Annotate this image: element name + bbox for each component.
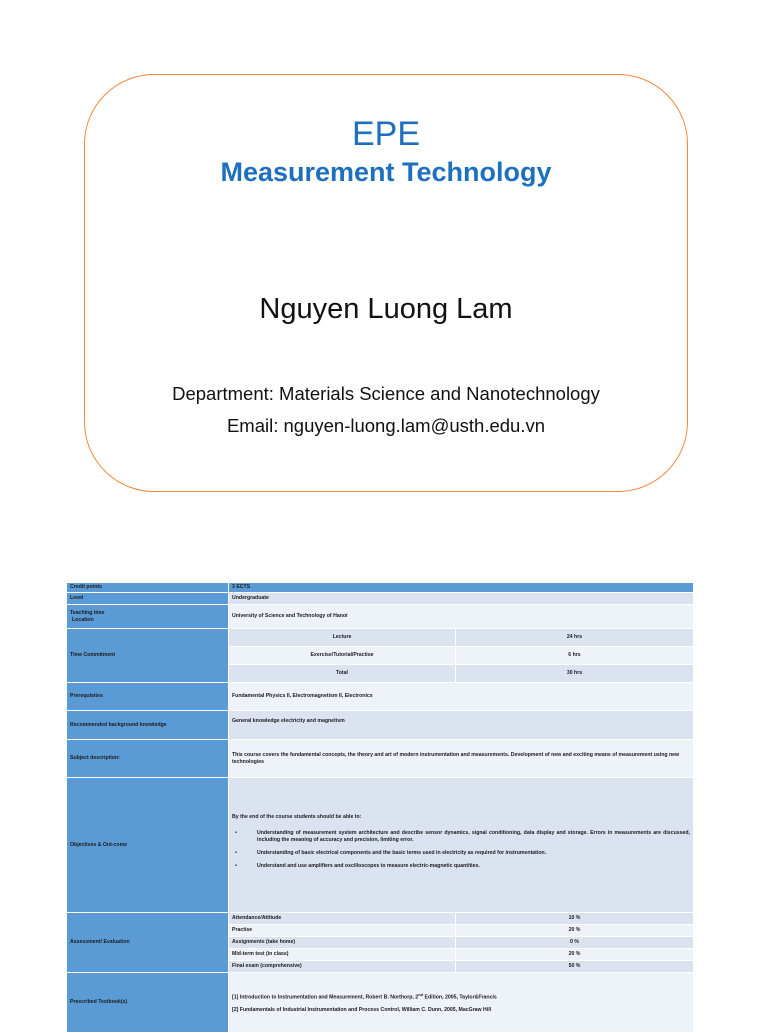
- textbook-text-end: Edition, 2005, Taylor&Francis: [423, 994, 497, 1001]
- objectives-label: Objectives & Out-come: [67, 778, 229, 913]
- assessment-weight: 10 %: [456, 913, 694, 925]
- assessment-weight: 20 %: [456, 949, 694, 961]
- table-row: [67, 629, 694, 647]
- background-value: General knowledge electricity and magnetism: [229, 711, 694, 740]
- prerequisites-value: Fundamental Physics II, Electromagnetism II, Electronics: [229, 683, 694, 711]
- time-row-name: Lecture: [229, 629, 456, 647]
- textbook-text: [1] Introduction to Instrumentation and Measurement, Robert B. Northorp, 2: [232, 994, 419, 1001]
- time-row-hours: 6 hrs: [456, 647, 694, 665]
- objective-text: Understand and use amplifiers and oscilloscopes to measure electric-magnetic quantities.: [257, 863, 480, 869]
- course-title: Measurement Technology: [220, 157, 552, 187]
- description-label: Subject description:: [67, 740, 229, 778]
- time-row-hours: 24 hrs: [456, 629, 694, 647]
- textbook-text: [2] Fundamentals of Industrial Instrumentation and Process Control, William C. Dunn, 2005, MacGraw Hill: [232, 1007, 492, 1014]
- table-row: [67, 913, 694, 925]
- table-row: [67, 778, 694, 913]
- list-item: [232, 850, 690, 857]
- bullet-icon: •: [235, 830, 237, 836]
- credit-points-label: Credit points: [67, 583, 229, 593]
- credit-points-value: 3 ECTS: [229, 583, 694, 593]
- assessment-item: Attendance/Attitude: [229, 913, 456, 925]
- bullet-icon: •: [235, 850, 237, 856]
- time-row-name: Exercise/Tutorial/Practise: [229, 647, 456, 665]
- assessment-item: Practise: [229, 925, 456, 937]
- assessment-item: Mid-term test (in class): [229, 949, 456, 961]
- table-row: [67, 740, 694, 778]
- assessment-weight: 50 %: [456, 961, 694, 973]
- assessment-label: Assessment/ Evaluation: [67, 913, 229, 973]
- objective-text: Understanding of basic electrical components and the basic terms used in electricity as required for instrumentation.: [257, 850, 547, 856]
- lecturer-name: Nguyen Luong Lam: [259, 293, 513, 325]
- location-value: University of Science and Technology of Hanoi: [229, 605, 694, 629]
- list-item: [232, 830, 690, 844]
- bullet-icon: •: [235, 863, 237, 869]
- teaching-time-label: Teaching time: [70, 609, 105, 616]
- table-row: [67, 683, 694, 711]
- table-row: [67, 593, 694, 605]
- table-row: [67, 711, 694, 740]
- textbooks-label: Prescribed Textbook(s): [67, 973, 229, 1033]
- background-label: Recommended background knowledge: [67, 711, 229, 740]
- time-row-name: Total: [229, 665, 456, 683]
- prerequisites-label: Prerequisites: [67, 683, 229, 711]
- objectives-value: [229, 778, 694, 913]
- assessment-item: Assignments (take home): [229, 937, 456, 949]
- course-code: EPE: [351, 115, 421, 153]
- assessment-weight: 0 %: [456, 937, 694, 949]
- time-row-hours: 30 hrs: [456, 665, 694, 683]
- textbook-superscript: nd: [418, 991, 424, 997]
- assessment-item: Final exam (comprehensive): [229, 961, 456, 973]
- level-label: Level: [67, 593, 229, 605]
- assessment-weight: 20 %: [456, 925, 694, 937]
- syllabus-table: [66, 582, 694, 1033]
- department-line: Department: Materials Science and Nanotechnology: [172, 383, 600, 404]
- title-card: [84, 74, 688, 492]
- objectives-intro: By the end of the course students should be able to:: [232, 814, 362, 820]
- list-item: [232, 863, 690, 870]
- email-line: Email: nguyen-luong.lam@usth.edu.vn: [226, 415, 546, 436]
- time-commitment-label: Time Commitment: [67, 629, 229, 683]
- location-label: Location: [72, 616, 94, 623]
- list-item: [232, 991, 690, 1002]
- table-row: [67, 583, 694, 593]
- teaching-label: [67, 605, 229, 629]
- level-value: Undergraduate: [229, 593, 694, 605]
- objective-text: Understanding of measurement system architecture and describe sensor dynamics, signal conditioning, data display and storage. Errors in measurements are discussed, including the meaning of accuracy and precision, limiting error.: [257, 830, 690, 843]
- description-value: This course covers the fundamental concepts, the theory and art of modern instrumentation and measurements. Development of new and exciting means of measurement using new technologies: [229, 740, 694, 778]
- list-item: [232, 1007, 690, 1014]
- table-row: [67, 605, 694, 629]
